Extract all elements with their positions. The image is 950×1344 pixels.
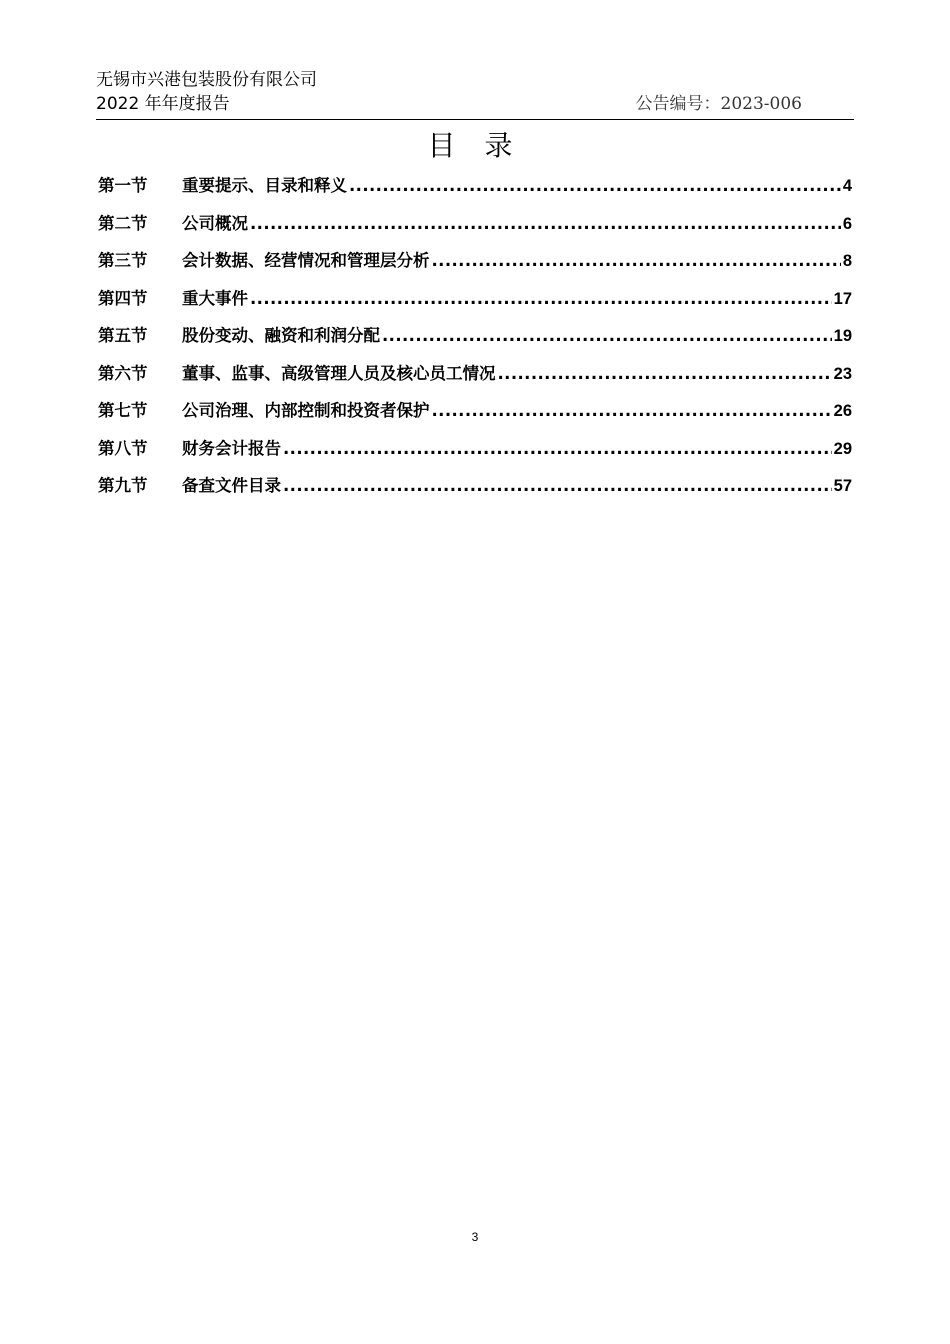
header-row bbox=[96, 92, 854, 116]
toc-section-title: 重要提示、目录和释义 bbox=[182, 176, 347, 195]
toc-section-title: 公司概况 bbox=[182, 213, 248, 233]
notice-number: 公告编号：2023-006 bbox=[635, 94, 802, 114]
toc-entry[interactable] bbox=[98, 210, 852, 248]
toc-section-number: 第一节 bbox=[98, 176, 148, 195]
header-divider bbox=[96, 119, 854, 120]
toc-section-title: 备查文件目录 bbox=[182, 476, 281, 495]
toc-page-number: 8 bbox=[842, 252, 852, 270]
toc-entry[interactable] bbox=[98, 397, 852, 435]
toc-dot-leader bbox=[250, 289, 832, 308]
toc-entry[interactable] bbox=[98, 435, 852, 473]
toc-dot-leader bbox=[283, 476, 832, 495]
toc-section-number: 第二节 bbox=[98, 213, 148, 233]
toc-section-title: 财务会计报告 bbox=[182, 438, 281, 458]
toc-section-number: 第六节 bbox=[98, 363, 148, 383]
toc-section-title: 公司治理、内部控制和投资者保护 bbox=[182, 401, 430, 420]
company-name: 无锡市兴港包装股份有限公司 bbox=[96, 70, 317, 90]
toc-entry[interactable] bbox=[98, 322, 852, 360]
toc-section-number: 第九节 bbox=[98, 476, 148, 495]
toc-dot-leader bbox=[432, 251, 841, 270]
toc-section-number: 第三节 bbox=[98, 251, 148, 270]
toc-dot-leader bbox=[349, 176, 841, 195]
report-title: 2022 年年度报告 bbox=[96, 94, 230, 114]
toc-section-title: 董事、监事、高级管理人员及核心员工情况 bbox=[182, 363, 496, 383]
toc-title: 目 录 bbox=[427, 129, 523, 162]
toc-page-number: 29 bbox=[833, 439, 852, 458]
toc-section-number: 第五节 bbox=[98, 326, 148, 345]
toc-section-title: 会计数据、经营情况和管理层分析 bbox=[182, 251, 430, 270]
page-header bbox=[96, 68, 854, 116]
toc-dot-leader bbox=[382, 326, 832, 345]
toc-page-number: 4 bbox=[842, 177, 852, 195]
toc-section-number: 第四节 bbox=[98, 288, 148, 308]
table-of-contents bbox=[98, 172, 852, 510]
toc-page-number: 17 bbox=[833, 289, 852, 308]
toc-dot-leader bbox=[250, 214, 841, 233]
toc-entry[interactable] bbox=[98, 472, 852, 510]
toc-dot-leader bbox=[283, 439, 832, 458]
toc-section-title: 股份变动、融资和利润分配 bbox=[182, 326, 380, 345]
toc-section-number: 第七节 bbox=[98, 401, 148, 420]
toc-entry[interactable] bbox=[98, 247, 852, 285]
toc-entry[interactable] bbox=[98, 172, 852, 210]
toc-page-number: 23 bbox=[833, 364, 852, 383]
toc-section-title: 重大事件 bbox=[182, 288, 248, 308]
toc-dot-leader bbox=[498, 364, 832, 383]
toc-page-number: 26 bbox=[833, 402, 852, 420]
toc-dot-leader bbox=[432, 401, 832, 420]
toc-section-number: 第八节 bbox=[98, 438, 148, 458]
page-number: 3 bbox=[471, 1230, 479, 1244]
toc-page-number: 6 bbox=[842, 214, 852, 233]
toc-entry[interactable] bbox=[98, 360, 852, 398]
toc-page-number: 19 bbox=[833, 327, 852, 345]
toc-page-number: 57 bbox=[833, 477, 852, 495]
toc-entry[interactable] bbox=[98, 285, 852, 323]
